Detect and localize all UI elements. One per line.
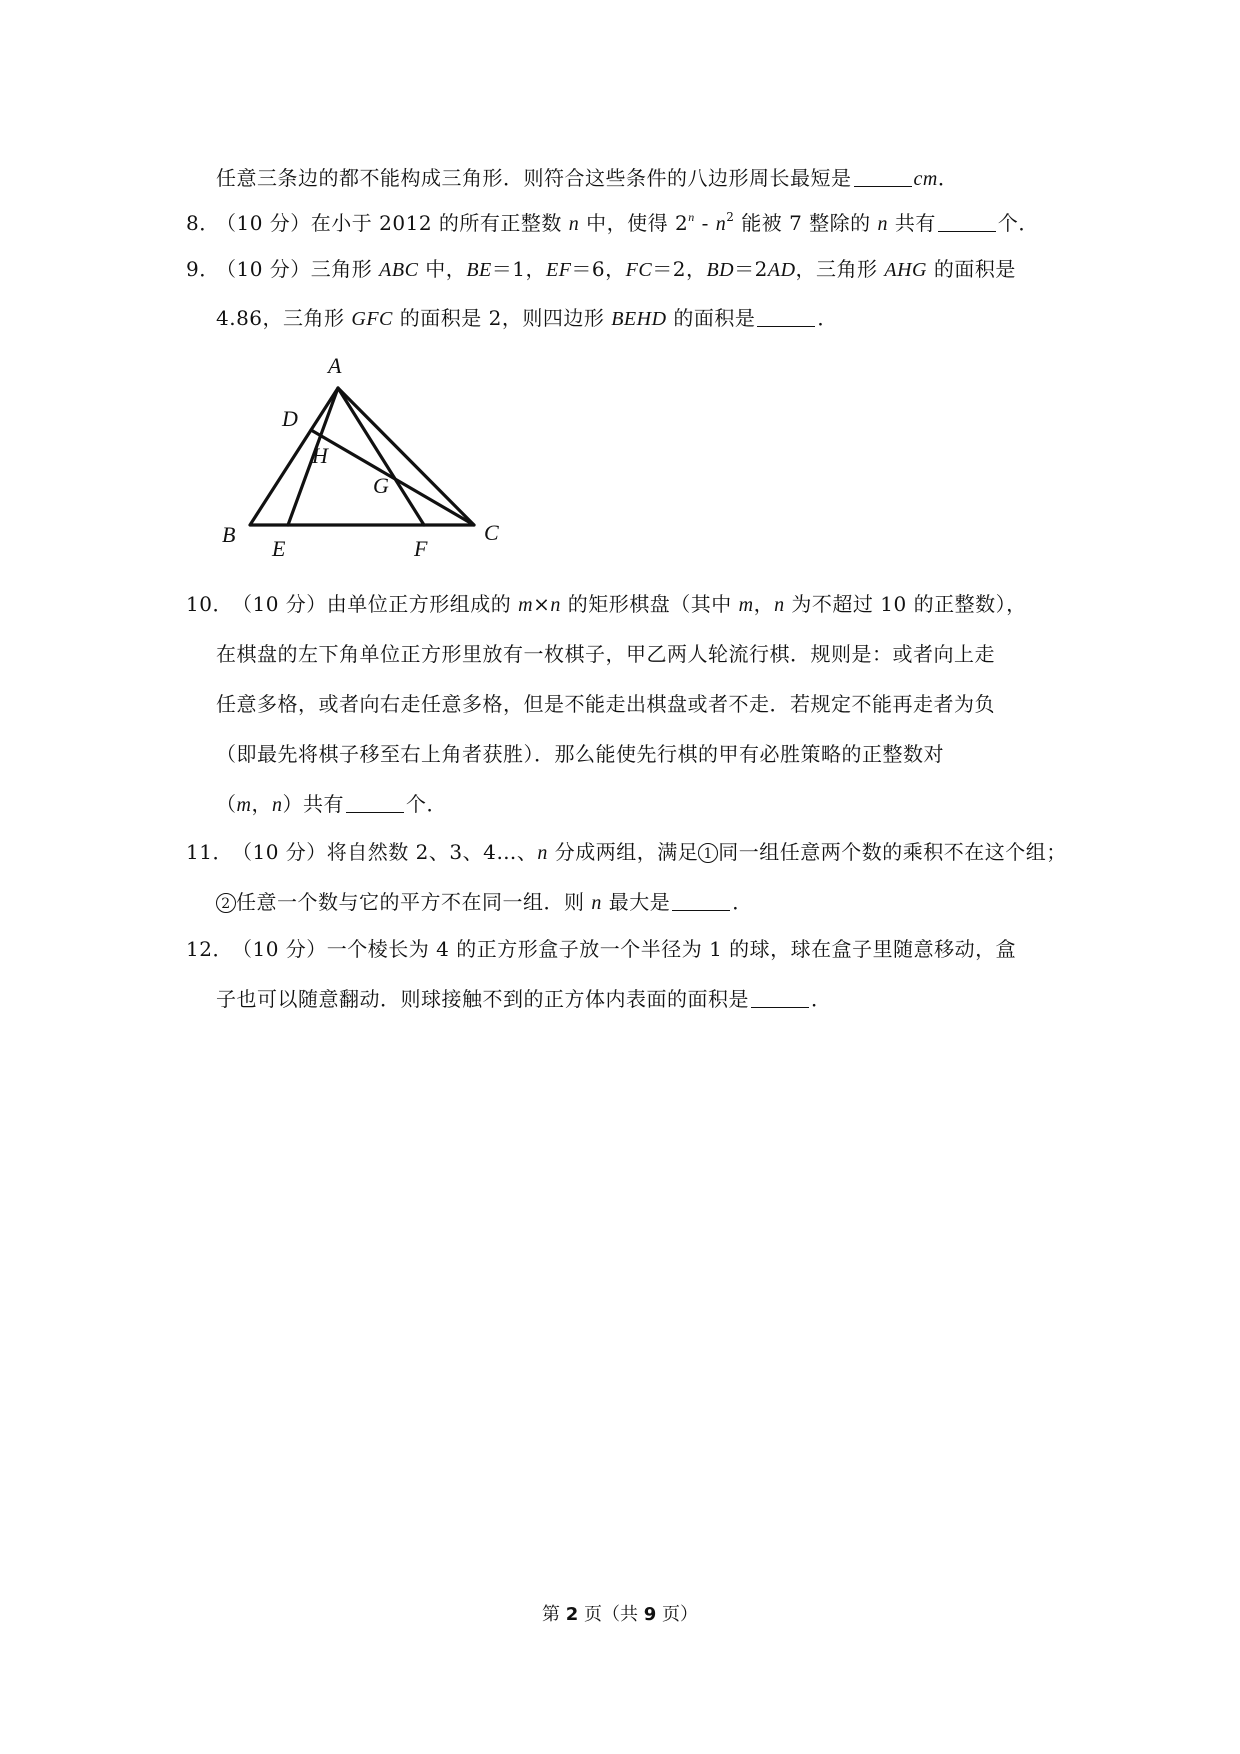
question-10-line-2: 在棋盘的左下角单位正方形里放有一枚棋子，甲乙两人轮流行棋．规则是：或者向上走 <box>216 642 995 666</box>
q12-number: 12． <box>186 937 233 961</box>
q9-text-g: ，三角形 <box>795 257 885 281</box>
question-11-line-2 <box>216 888 753 917</box>
q10-var-m: m <box>518 594 534 616</box>
q8-text-f: 个． <box>997 211 1039 235</box>
q11-text-l2a: 任意一个数与它的平方不在同一组．则 <box>236 890 592 914</box>
label-h: H <box>312 443 328 468</box>
q9-abc: ABC <box>379 259 419 281</box>
q9-bd: BD <box>706 259 735 281</box>
question-8 <box>216 209 1039 238</box>
question-10-line-1 <box>232 590 1027 619</box>
label-f: F <box>414 536 428 561</box>
q9-text-e: ＝2， <box>652 257 707 281</box>
answer-blank <box>346 792 404 813</box>
q10-pair-n: n <box>271 794 283 816</box>
answer-blank <box>751 987 809 1008</box>
q12-text-a: 子也可以随意翻动．则球接触不到的正方体内表面的面积是 <box>216 987 749 1011</box>
q9-ad: AD <box>767 259 796 281</box>
question-11-line-1 <box>232 838 1067 867</box>
q10-text-l5d: 个． <box>405 792 447 816</box>
label-a: A <box>328 353 342 378</box>
q9-text-d: ＝6， <box>571 257 626 281</box>
q9-text-l2a: 4.86，三角形 <box>216 306 352 330</box>
answer-blank <box>757 306 815 327</box>
circled-number-1: 1 <box>698 843 718 863</box>
q9-text-l2b: 的面积是 2，则四边形 <box>392 306 612 330</box>
q11-var-n2: n <box>591 892 602 914</box>
q7-continuation <box>216 164 958 193</box>
q7-text: 任意三条边的都不能构成三角形．则符合这些条件的八边形周长最短是 <box>216 166 852 190</box>
q8-text-d: 能被 7 整除的 <box>734 211 878 235</box>
q10-var-n: n <box>550 594 561 616</box>
label-g: G <box>373 473 389 498</box>
q9-text-l2d: ． <box>817 306 838 330</box>
footer-text-c: 页） <box>656 1604 698 1625</box>
page-footer <box>0 1600 1240 1626</box>
page-total: 9 <box>643 1604 657 1625</box>
q10-var-m2: m <box>738 594 754 616</box>
q11-text-l2c: ． <box>732 890 753 914</box>
label-c: C <box>484 520 499 545</box>
q9-text-l2c: 的面积是 <box>666 306 756 330</box>
question-10-line-5 <box>216 790 447 819</box>
q12-text-b: ． <box>811 987 832 1011</box>
answer-blank <box>672 890 730 911</box>
q10-text-d: 为不超过 10 的正整数）， <box>784 592 1027 616</box>
footer-text-a: 第 <box>542 1604 566 1625</box>
q11-text-a: （10 分）将自然数 2、3、4…、 <box>232 840 538 864</box>
q9-number: 9． <box>186 257 220 281</box>
answer-blank <box>854 166 912 187</box>
q9-be: BE <box>466 259 492 281</box>
question-10-line-4: （即最先将棋子移至右上角者获胜）．那么能使先行棋的甲有必胜策略的正整数对 <box>216 742 944 766</box>
label-d: D <box>282 406 298 431</box>
question-9-line-2 <box>216 304 838 333</box>
q11-number: 11． <box>186 840 233 864</box>
q11-text-b: 分成两组，满足 <box>547 840 699 864</box>
question-9-line-1 <box>216 255 1016 284</box>
q10-text-c: ， <box>753 592 775 616</box>
q9-gfc: GFC <box>351 308 393 330</box>
q10-comma: ， <box>251 792 272 816</box>
triangle-figure <box>216 348 516 570</box>
footer-text-b: 页（共 <box>578 1604 644 1625</box>
q10-paren-open: （ <box>216 792 237 816</box>
q10-text-a: （10 分）由单位正方形组成的 <box>232 592 519 616</box>
q9-text-f: ＝2 <box>734 257 768 281</box>
q11-var-n: n <box>537 842 548 864</box>
q8-var-n2: n <box>715 213 727 235</box>
q9-text-c: ＝1， <box>491 257 546 281</box>
q10-number: 10． <box>186 592 233 616</box>
question-12-line-1: （10 分）一个棱长为 4 的正方形盒子放一个半径为 1 的球，球在盒子里随意移动，盒 <box>232 937 1017 961</box>
q10-pair-m: m <box>236 794 252 816</box>
q9-fc: FC <box>625 259 653 281</box>
q10-times: × <box>533 592 551 616</box>
q8-var-n3: n <box>877 213 889 235</box>
question-10-line-3: 任意多格，或者向右走任意多格，但是不能走出棋盘或者不走．若规定不能再走者为负 <box>216 692 995 716</box>
label-b: B <box>222 522 236 547</box>
q8-text-a: （10 分）在小于 2012 的所有正整数 <box>216 211 569 235</box>
segment-af <box>338 388 424 525</box>
q9-text-h: 的面积是 <box>927 257 1016 281</box>
q9-ahg: AHG <box>884 259 927 281</box>
answer-blank <box>938 211 996 232</box>
q9-text-b: 中， <box>418 257 467 281</box>
q10-var-n2: n <box>774 594 785 616</box>
q8-exponent-n: n <box>688 210 695 224</box>
q10-text-b: 的矩形棋盘（其中 <box>560 592 739 616</box>
q8-number: 8． <box>186 211 220 235</box>
page-number: 2 <box>565 1604 579 1625</box>
q8-exponent-2: 2 <box>726 210 735 224</box>
q8-text-b: 中，使得 2 <box>579 211 689 235</box>
q11-text-c: 同一组任意两个数的乘积不在这个组； <box>718 840 1067 864</box>
q9-text-a: （10 分）三角形 <box>216 257 380 281</box>
question-12-line-2 <box>216 985 832 1013</box>
q8-minus: - <box>694 211 716 235</box>
label-e: E <box>272 536 286 561</box>
q11-text-l2b: 最大是 <box>601 890 671 914</box>
q9-behd: BEHD <box>611 308 667 330</box>
q8-var-n: n <box>568 213 580 235</box>
q7-unit: cm <box>913 168 938 190</box>
q9-ef: EF <box>545 259 572 281</box>
q8-text-e: 共有 <box>888 211 936 235</box>
q7-end: ． <box>937 166 959 190</box>
q10-text-l5c: ）共有 <box>282 792 344 816</box>
circled-number-2: 2 <box>216 893 236 913</box>
